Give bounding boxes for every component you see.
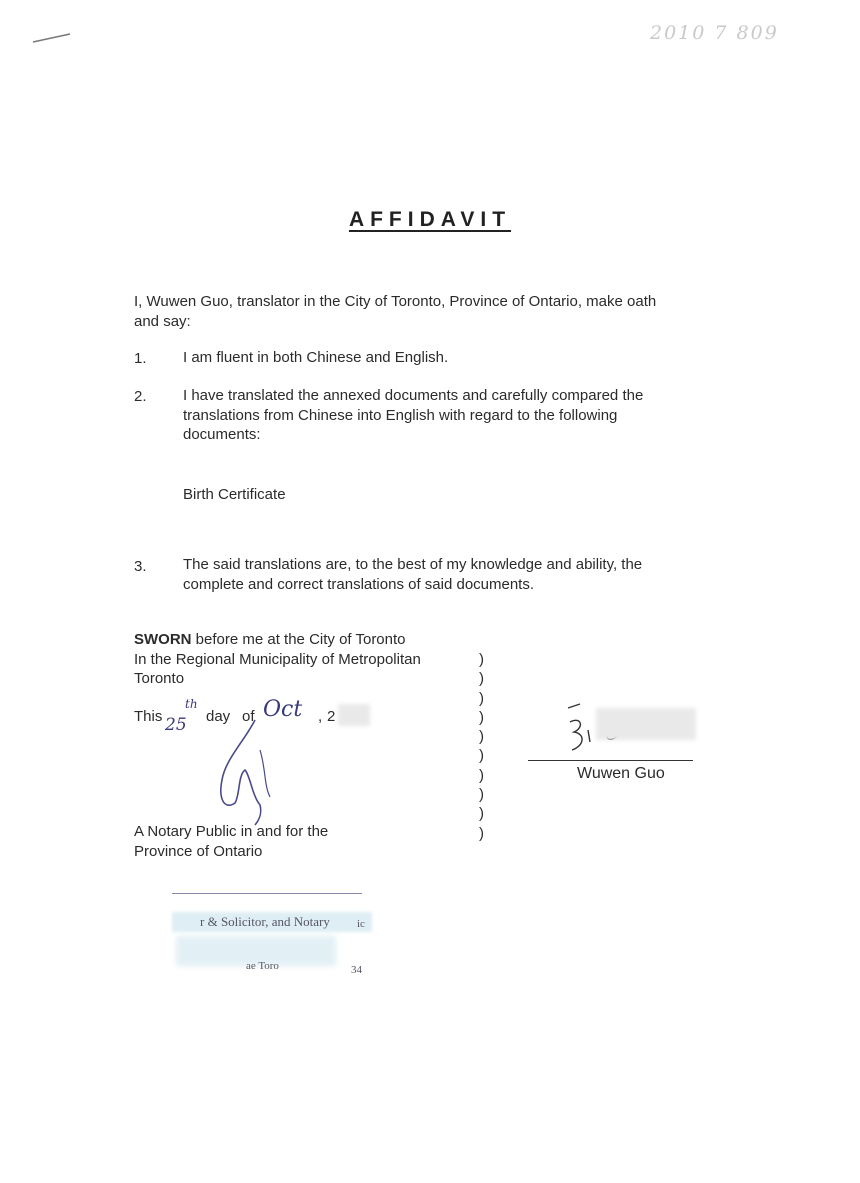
notary-signature-scribble <box>200 715 290 835</box>
item-line: documents: <box>183 426 261 443</box>
item-number: 3. <box>134 558 147 575</box>
sworn-block <box>134 630 474 689</box>
day-label: day <box>206 708 231 725</box>
item-text <box>183 386 743 445</box>
notary-block <box>134 822 474 861</box>
parentheses-column: ) ) ) ) ) ) ) ) ) ) <box>479 651 484 842</box>
handwritten-day-suffix: th <box>185 697 198 711</box>
item-number: 2. <box>134 388 147 405</box>
year-visible: 2 <box>327 708 336 725</box>
redacted-year <box>338 704 370 726</box>
stamp-line: ae Toro <box>246 960 279 972</box>
stamp-top-line <box>172 893 362 894</box>
this-label: This <box>134 708 163 725</box>
signature-line <box>528 760 693 761</box>
intro-line: I, Wuwen Guo, translator in the City of Toronto, Province of Ontario, make oath <box>134 293 657 310</box>
handwritten-day: 25 <box>165 715 187 735</box>
stamp-line-end: ic <box>357 918 365 930</box>
item-line: The said translations are, to the best of my knowledge and ability, the <box>183 556 643 573</box>
handwritten-reference: 2010 7 809 <box>650 22 779 44</box>
sworn-line-rest: before me at the City of Toronto <box>191 631 406 648</box>
pencil-mark <box>30 30 75 46</box>
notary-line: A Notary Public in and for the <box>134 823 329 840</box>
item-text <box>183 348 723 368</box>
of-label: of <box>242 708 255 725</box>
intro-line: and say: <box>134 312 191 330</box>
sworn-keyword: SWORN <box>134 631 192 648</box>
document-list-item: Birth Certificate <box>183 486 286 503</box>
translator-name: Wuwen Guo <box>577 765 665 782</box>
notary-line: Province of Ontario <box>134 842 263 860</box>
redacted-signature <box>596 708 696 740</box>
date-comma: , <box>318 708 323 725</box>
stamp-line: r & Solicitor, and Notary <box>200 914 330 929</box>
sworn-line: In the Regional Municipality of Metropolitan <box>134 650 421 668</box>
document-title: AFFIDAVIT <box>348 208 512 231</box>
item-line: I am fluent in both Chinese and English. <box>183 349 449 366</box>
sworn-line <box>134 630 474 650</box>
intro-paragraph <box>134 292 734 331</box>
handwritten-month: Oct <box>263 697 303 722</box>
stamp-line-end: 34 <box>351 964 362 976</box>
item-line: translations from Chinese into English with regard to the following <box>183 406 618 424</box>
item-number: 1. <box>134 350 147 367</box>
item-line: complete and correct translations of said documents. <box>183 575 535 593</box>
item-line: I have translated the annexed documents and carefully compared the <box>183 387 644 404</box>
item-text <box>183 555 743 594</box>
sworn-line: Toronto <box>134 670 185 687</box>
